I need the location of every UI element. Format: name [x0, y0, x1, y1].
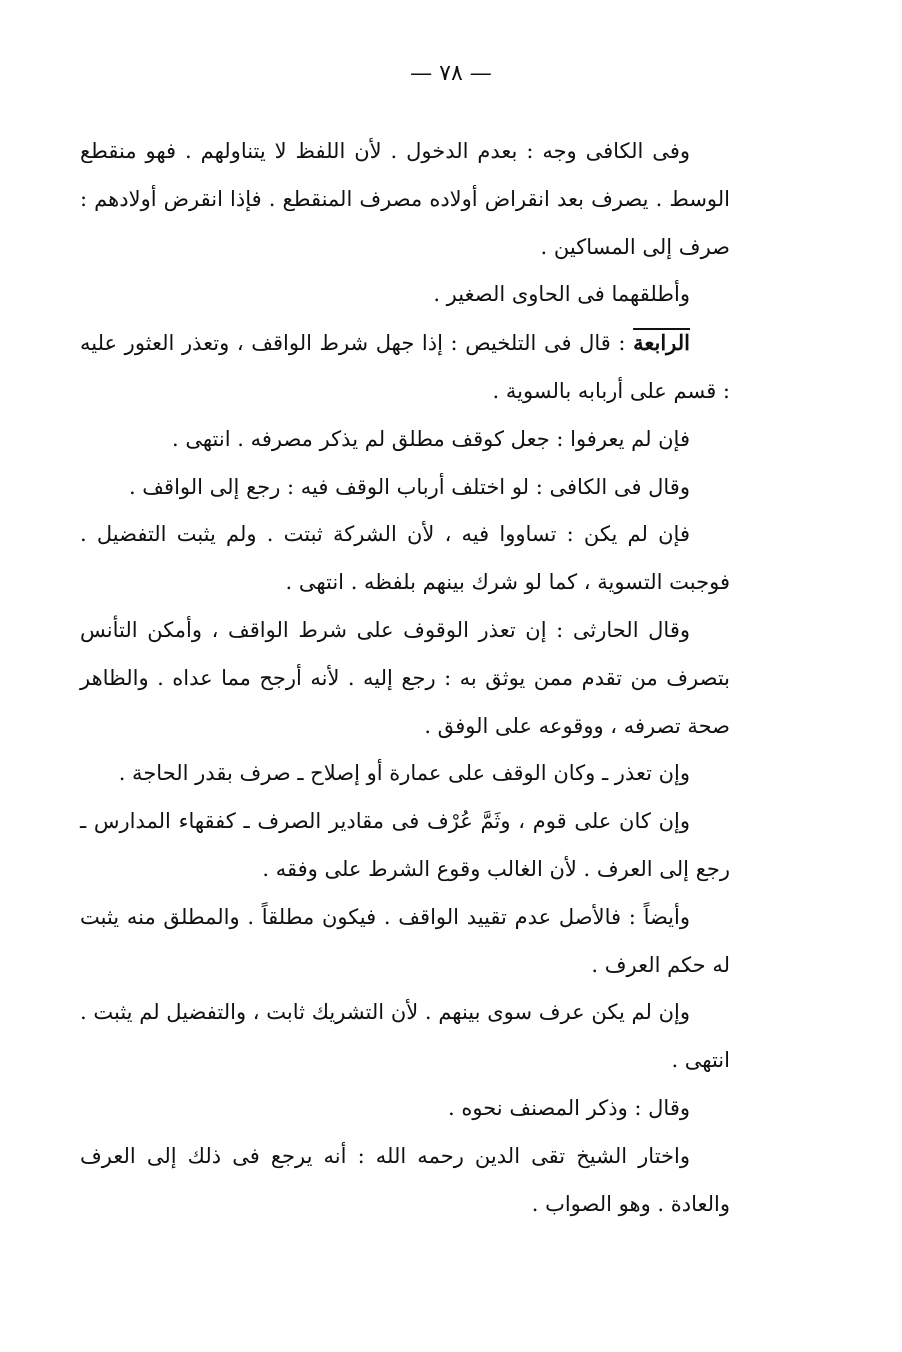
paragraph-6: فإن لم يكن : تساووا فيه ، لأن الشركة ثبتت . ولم يثبت التفضيل . فوجبت التسوية ، كما لو شرك بينهم بلفظه . انتهى . — [80, 522, 730, 595]
paragraph-3 — [80, 319, 730, 416]
page-number: — ٧٨ — — [410, 61, 492, 86]
paragraph-4: فإن لم يعرفوا : جعل كوقف مطلق لم يذكر مصرفه . انتهى . — [172, 426, 690, 451]
paragraph-2: وأطلقهما فى الحاوى الصغير . — [433, 282, 690, 307]
paragraph-9: وإن كان على قوم ، وثَمَّ عُرْف فى مقادير الصرف ـ كفقهاء المدارس ـ رجع إلى العرف . لأن الغالب وقوع الشرط على وفقه . — [80, 809, 730, 881]
paragraph-13: واختار الشيخ تقى الدين رحمه الله : أنه يرجع فى ذلك إلى العرف والعادة . وهو الصواب . — [80, 1143, 730, 1216]
paragraph-11: وإن لم يكن عرف سوى بينهم . لأن التشريك ثابت ، والتفضيل لم يثبت . انتهى . — [80, 1000, 730, 1073]
paragraph-3-text: : قال فى التلخيص : إذا جهل شرط الواقف ، وتعذر العثور عليه : قسم على أربابه بالسوية . — [80, 331, 730, 403]
section-heading: الرابعة — [633, 330, 690, 356]
paragraph-12: وقال : وذكر المصنف نحوه . — [448, 1095, 690, 1120]
paragraph-10: وأيضاً : فالأصل عدم تقييد الواقف . فيكون مطلقاً . والمطلق منه يثبت له حكم العرف . — [80, 904, 730, 977]
paragraph-5: وقال فى الكافى : لو اختلف أرباب الوقف فيه : رجع إلى الواقف . — [128, 474, 690, 499]
paragraph-7: وقال الحارثى : إن تعذر الوقوف على شرط الواقف ، وأمكن التأنس بتصرف من تقدم ممن يوثق به : رجع إليه . لأنه أرجح مما عداه . والظاهر صحة تصرفه ، ووقوعه على الوفق . — [80, 617, 730, 738]
paragraph-1: وفى الكافى وجه : بعدم الدخول . لأن اللفظ لا يتناولهم . فهو منقطع الوسط . يصرف بعد انقراض أولاده مصرف المنقطع . فإذا انقرض أولادهم : صرف إلى المساكين . — [80, 139, 730, 259]
paragraph-8: وإن تعذر ـ وكان الوقف على عمارة أو إصلاح ـ صرف بقدر الحاجة . — [118, 761, 690, 786]
body-text — [80, 128, 730, 1228]
